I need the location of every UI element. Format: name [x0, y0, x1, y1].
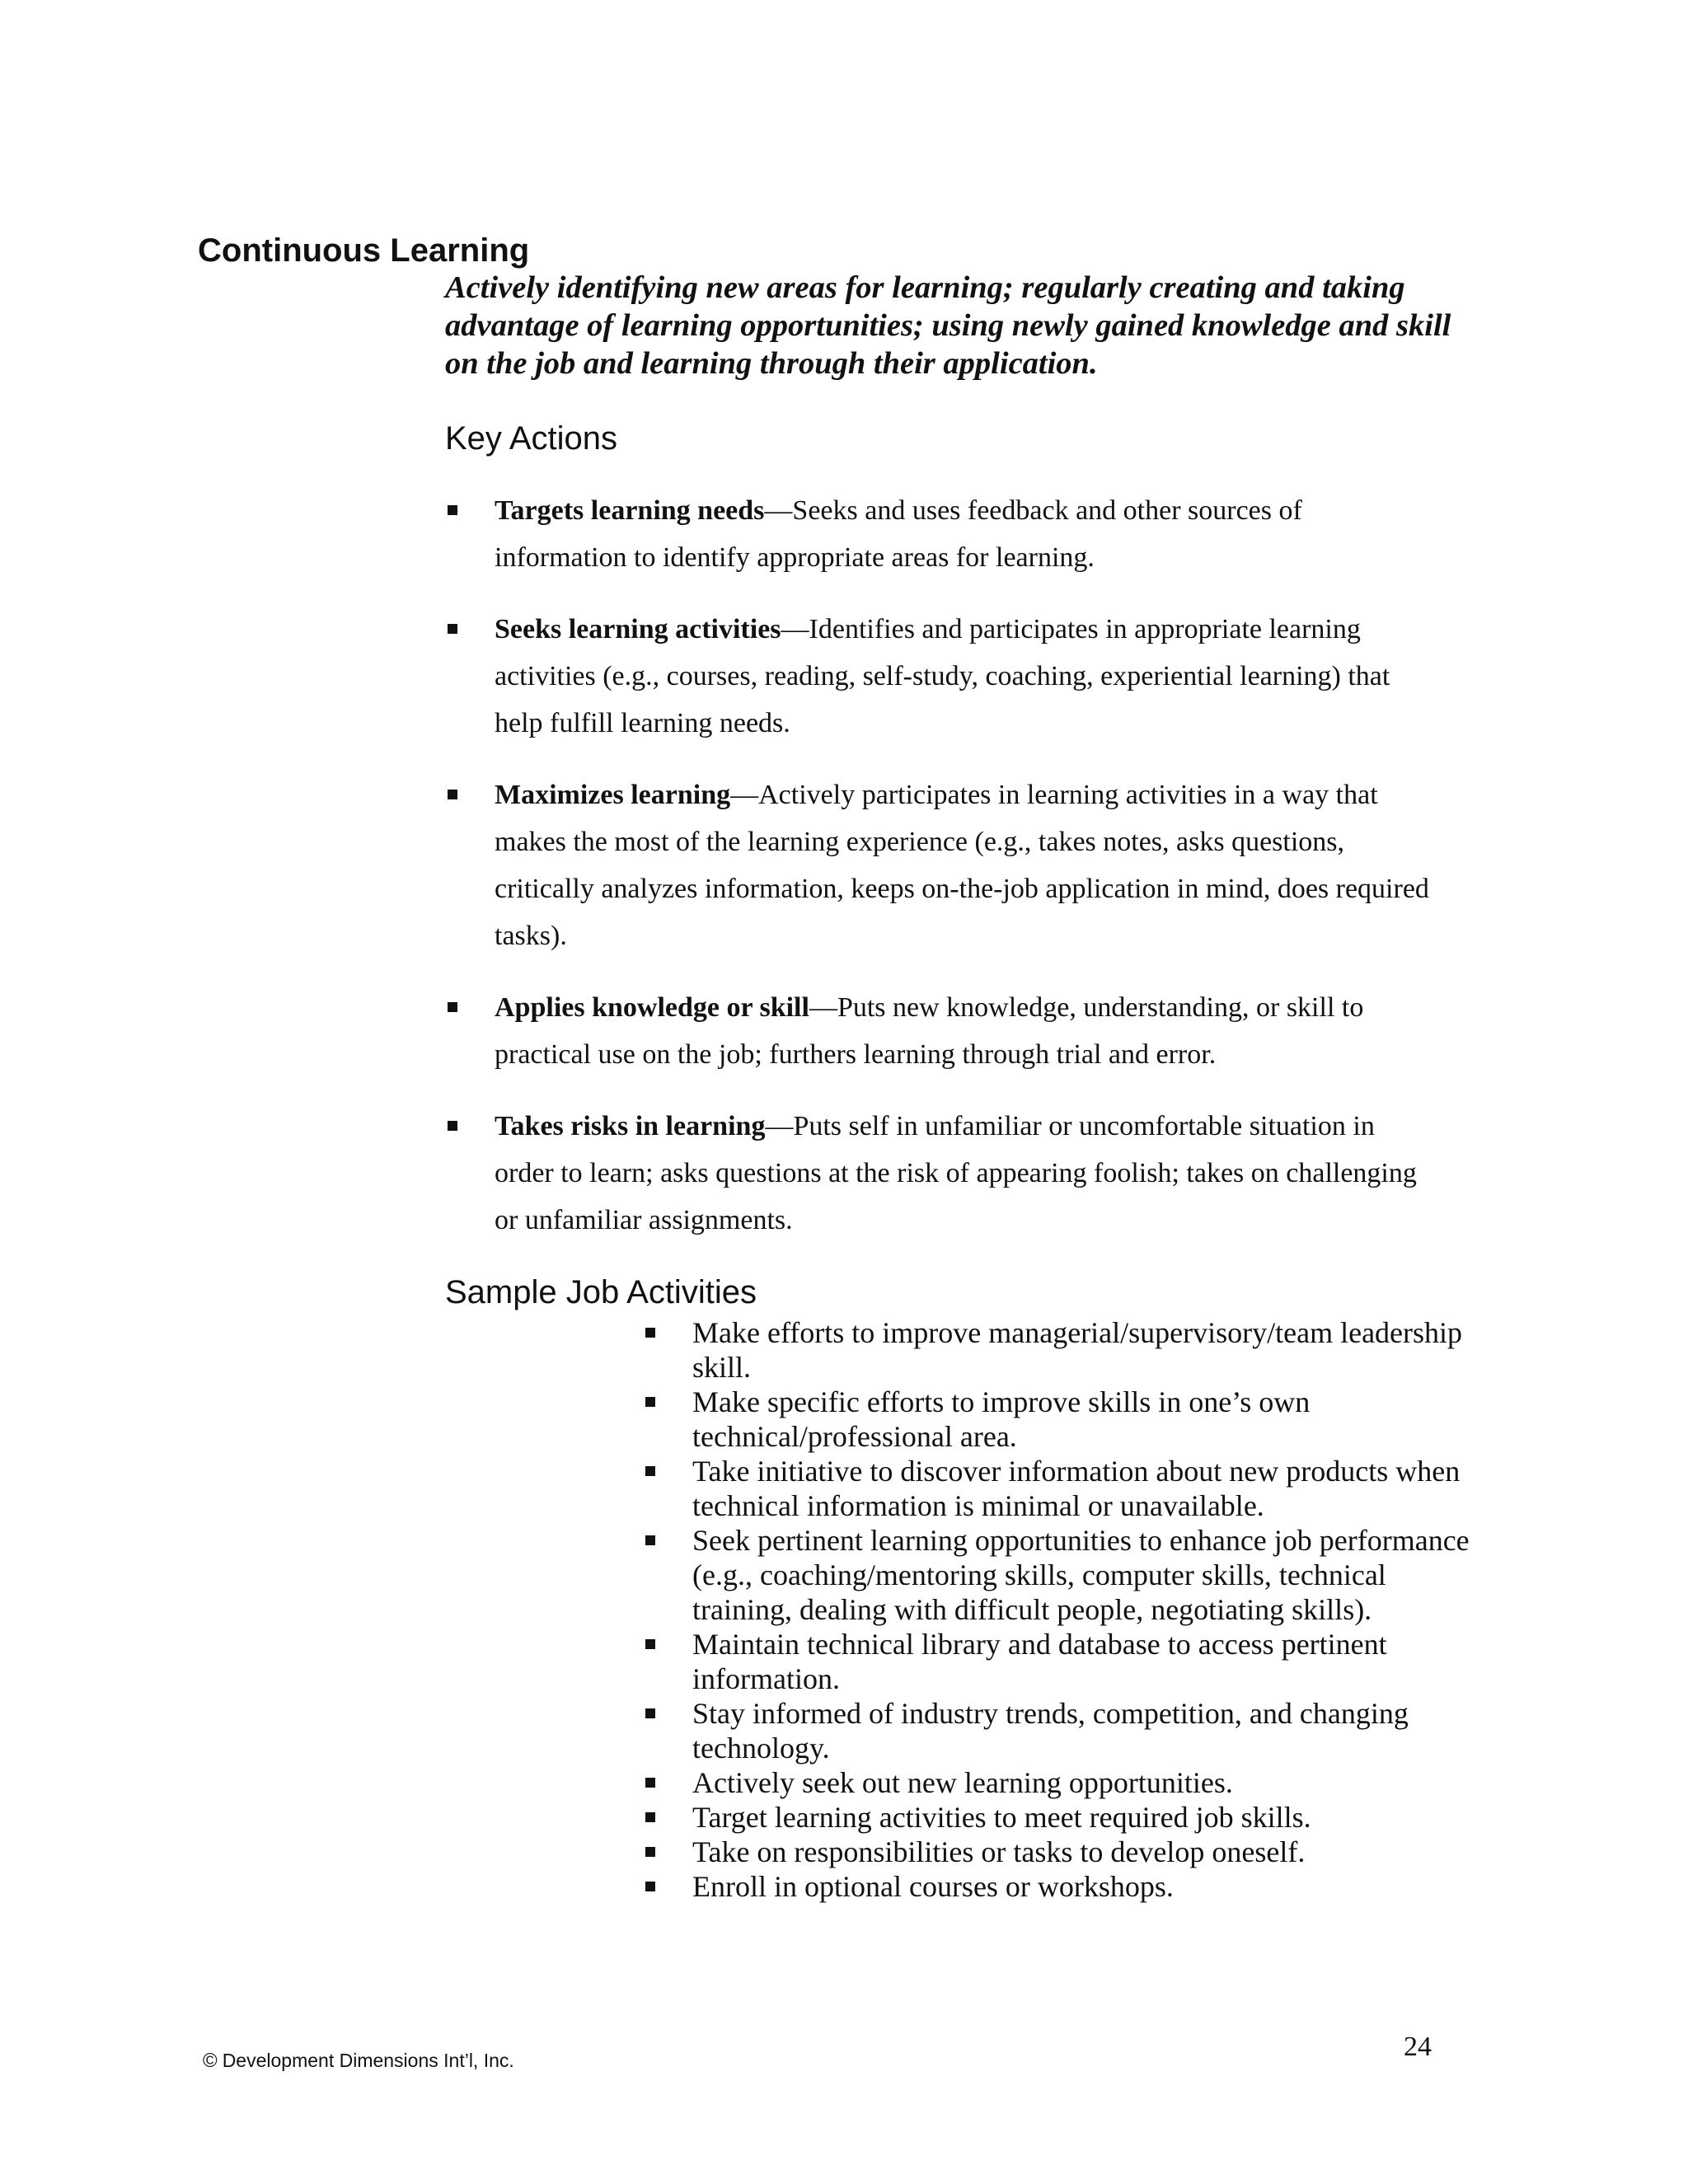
sample-activity-item: [643, 1454, 1484, 1523]
sample-activity-text: Make specific efforts to improve skills in one’s own technical/professional area.: [692, 1385, 1311, 1453]
sample-activity-text: Stay informed of industry trends, competition, and changing technology.: [692, 1697, 1409, 1765]
key-actions-list: [445, 487, 1434, 1268]
key-action-item: [445, 771, 1434, 959]
key-action-item: [445, 1103, 1434, 1244]
key-action-description: —Puts self in unfamiliar or uncomfortable situation in order to learn; asks questions at the risk of appearing foolish; takes on challenging or unfamiliar assignments.: [495, 1111, 1417, 1235]
square-bullet-icon: [448, 790, 457, 799]
sample-activity-text: Take on responsibilities or tasks to develop oneself.: [692, 1835, 1306, 1868]
key-action-item: [445, 487, 1434, 581]
key-action-item: [445, 984, 1434, 1078]
square-bullet-icon: [645, 1328, 655, 1338]
square-bullet-icon: [448, 1002, 457, 1012]
key-action-item: [445, 606, 1434, 747]
sample-activity-text: Seek pertinent learning opportunities to enhance job performance (e.g., coaching/mentoring skills, computer skills, technical training, dealing with difficult people, negotiating skills).: [692, 1524, 1470, 1626]
sample-activity-text: Take initiative to discover information about new products when technical information is minimal or unavailable.: [692, 1455, 1461, 1522]
copyright-text: Development Dimensions Int’l, Inc.: [222, 2050, 514, 2071]
square-bullet-icon: [645, 1639, 655, 1649]
page-number: 24: [1404, 2032, 1432, 2062]
square-bullet-icon: [448, 1121, 457, 1131]
square-bullet-icon: [645, 1882, 655, 1891]
sample-activity-item: [643, 1627, 1484, 1696]
sample-activity-item: [643, 1835, 1484, 1869]
key-action-description: —Seeks and uses feedback and other sources of information to identify appropriate areas for learning.: [495, 495, 1302, 573]
sample-activity-item: [643, 1315, 1484, 1385]
key-action-description: —Identifies and participates in appropriate learning activities (e.g., courses, reading, self-study, coaching, experiential learning) that help fulfill learning needs.: [495, 614, 1390, 738]
key-action-name: Takes risks in learning: [495, 1111, 766, 1141]
sample-activity-text: Enroll in optional courses or workshops.: [692, 1870, 1174, 1903]
sample-activity-item: [643, 1696, 1484, 1765]
square-bullet-icon: [448, 624, 457, 634]
key-actions-heading: Key Actions: [445, 420, 618, 457]
sample-activity-text: Target learning activities to meet required job skills.: [692, 1801, 1311, 1834]
key-action-name: Applies knowledge or skill: [495, 992, 809, 1023]
copyright-icon: ©: [203, 2050, 218, 2072]
sample-activity-item: [643, 1385, 1484, 1454]
key-action-description: —Puts new knowledge, understanding, or skill to practical use on the job; furthers learning through trial and error.: [495, 992, 1364, 1070]
sample-activity-item: [643, 1523, 1484, 1627]
square-bullet-icon: [645, 1778, 655, 1788]
sample-job-activities-list: [643, 1315, 1484, 1904]
square-bullet-icon: [448, 505, 457, 515]
square-bullet-icon: [645, 1535, 655, 1545]
key-action-description: —Actively participates in learning activities in a way that makes the most of the learning experience (e.g., takes notes, asks questions, critically analyzes information, keeps on-the-job application in mind, does required tasks).: [495, 780, 1429, 951]
sample-activity-item: [643, 1765, 1484, 1800]
sample-activity-item: [643, 1869, 1484, 1904]
square-bullet-icon: [645, 1466, 655, 1476]
square-bullet-icon: [645, 1847, 655, 1857]
key-action-name: Seeks learning activities: [495, 614, 781, 644]
sample-job-activities-heading: Sample Job Activities: [445, 1274, 757, 1310]
key-action-name: Maximizes learning: [495, 780, 731, 810]
square-bullet-icon: [645, 1708, 655, 1718]
competency-definition: Actively identifying new areas for learning; regularly creating and taking advantage of learning opportunities; using newly gained knowledge and skill on the job and learning through their application.: [445, 270, 1451, 381]
key-action-name: Targets learning needs: [495, 495, 765, 526]
sample-activity-item: [643, 1800, 1484, 1835]
copyright-notice: [203, 2049, 514, 2073]
sample-activity-text: Actively seek out new learning opportunities.: [692, 1766, 1233, 1799]
sample-activity-text: Maintain technical library and database to access pertinent information.: [692, 1628, 1387, 1695]
square-bullet-icon: [645, 1812, 655, 1822]
sample-activity-text: Make efforts to improve managerial/supervisory/team leadership skill.: [692, 1316, 1463, 1384]
square-bullet-icon: [645, 1397, 655, 1407]
competency-title: Continuous Learning: [198, 232, 530, 269]
